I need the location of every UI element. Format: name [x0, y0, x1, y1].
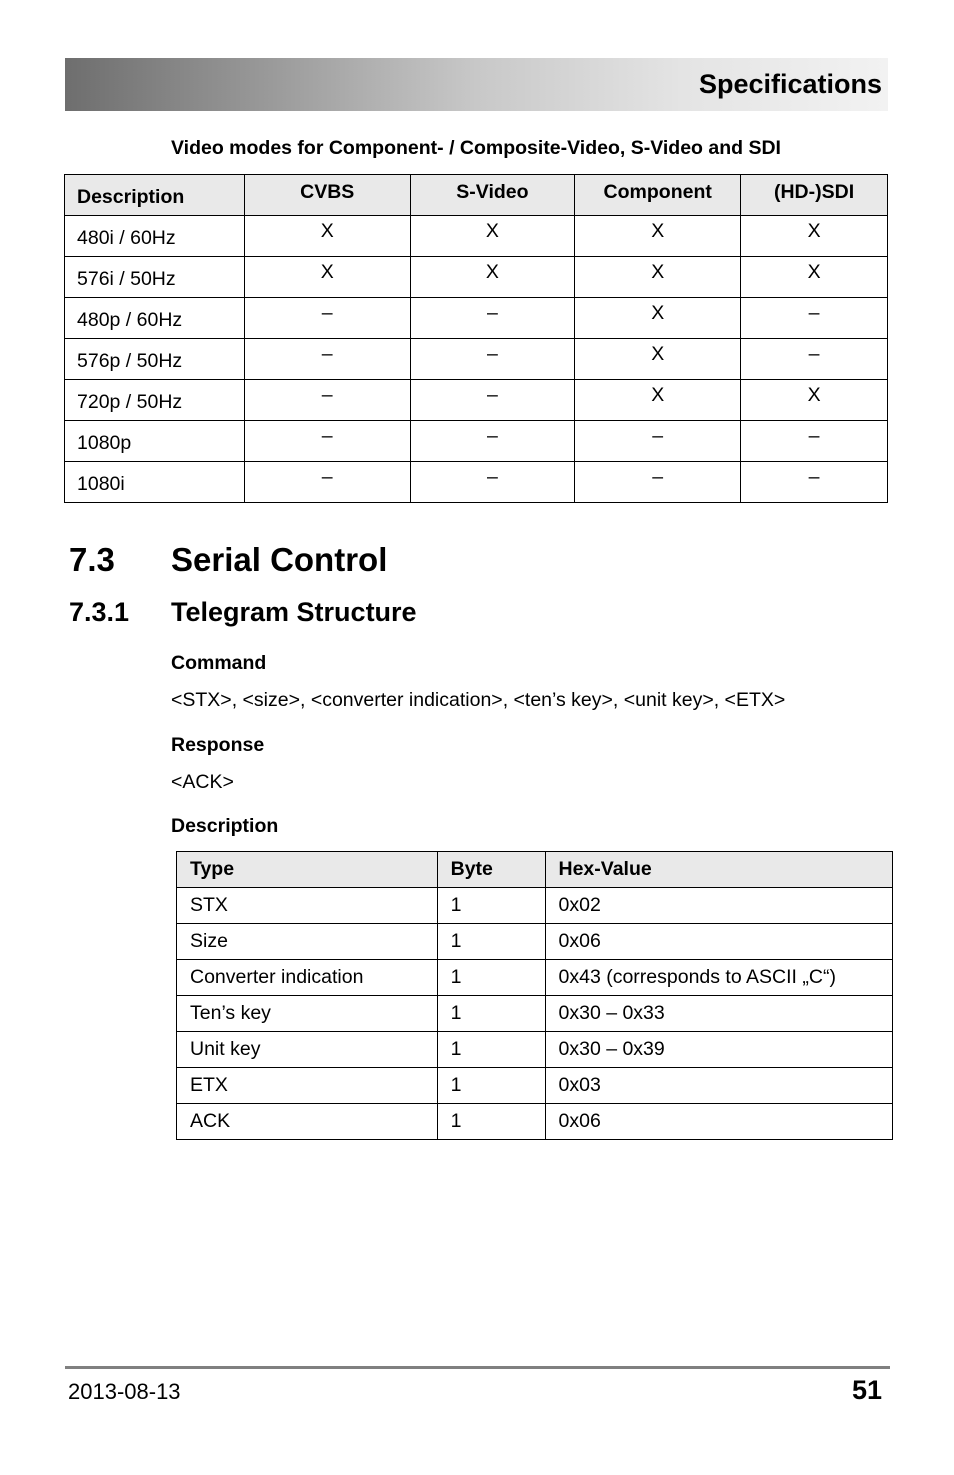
table-cell: 1 — [437, 1032, 545, 1068]
header-bar — [65, 58, 888, 111]
table-cell: X — [741, 380, 888, 421]
section-heading — [69, 541, 387, 579]
table-cell: – — [410, 339, 575, 380]
table-cell: – — [741, 339, 888, 380]
table-cell: 0x30 – 0x33 — [545, 996, 893, 1032]
table-row — [177, 1068, 893, 1104]
page-number: 51 — [851, 1375, 882, 1405]
table-cell: – — [244, 380, 410, 421]
telegram-description-table — [176, 851, 893, 1140]
column-header: S-Video — [410, 175, 575, 216]
table-row — [177, 996, 893, 1032]
subsection-title: Telegram Structure — [171, 597, 417, 627]
table-cell: 0x06 — [545, 1104, 893, 1140]
table-cell: – — [575, 421, 741, 462]
column-header: (HD-)SDI — [741, 175, 888, 216]
table-cell: 480p / 60Hz — [65, 298, 245, 339]
response-label: Response — [171, 734, 265, 756]
table-cell: Unit key — [177, 1032, 438, 1068]
table-cell: – — [244, 339, 410, 380]
table-cell: 0x06 — [545, 924, 893, 960]
table-cell: X — [575, 257, 741, 298]
command-label: Command — [171, 652, 267, 674]
table-row — [65, 421, 888, 462]
table-header-row — [65, 175, 888, 216]
command-text: <STX>, <size>, <converter indication>, <ten’s key>, <unit key>, <ETX> — [171, 689, 786, 711]
table-cell: 1 — [437, 924, 545, 960]
column-header: CVBS — [244, 175, 410, 216]
table-row — [65, 380, 888, 421]
table-row — [65, 216, 888, 257]
table-cell: 576i / 50Hz — [65, 257, 245, 298]
table-cell: X — [575, 339, 741, 380]
table-cell: X — [244, 216, 410, 257]
table-cell: 1080i — [65, 462, 245, 503]
column-header: Hex-Value — [545, 852, 893, 888]
video-modes-table — [64, 174, 888, 503]
table-cell: X — [410, 257, 575, 298]
section-title: Serial Control — [171, 541, 388, 578]
table-cell: – — [741, 298, 888, 339]
description-label: Description — [171, 815, 279, 837]
table-row — [177, 924, 893, 960]
table-cell: – — [410, 298, 575, 339]
footer-divider — [65, 1366, 890, 1369]
table-row — [177, 888, 893, 924]
table-cell: ETX — [177, 1068, 438, 1104]
subsection-number: 7.3.1 — [69, 597, 130, 627]
table-cell: 576p / 50Hz — [65, 339, 245, 380]
table-row — [177, 960, 893, 996]
table-cell: X — [244, 257, 410, 298]
table-cell: Ten’s key — [177, 996, 438, 1032]
table-cell: – — [410, 380, 575, 421]
table-cell: X — [575, 380, 741, 421]
table-cell: 720p / 50Hz — [65, 380, 245, 421]
footer-date: 2013-08-13 — [68, 1379, 181, 1404]
table-cell: 1 — [437, 888, 545, 924]
table-cell: X — [741, 257, 888, 298]
table-cell: 1 — [437, 1104, 545, 1140]
table-cell: – — [410, 421, 575, 462]
table-cell: 1 — [437, 1068, 545, 1104]
column-header: Description — [65, 175, 245, 216]
table-row — [65, 257, 888, 298]
table-row — [177, 1032, 893, 1068]
table-cell: – — [244, 298, 410, 339]
table-cell: 0x03 — [545, 1068, 893, 1104]
table-header-row — [177, 852, 893, 888]
table-cell: 480i / 60Hz — [65, 216, 245, 257]
table-cell: ACK — [177, 1104, 438, 1140]
table-cell: X — [575, 298, 741, 339]
table-cell: 1 — [437, 996, 545, 1032]
subsection-heading — [69, 597, 417, 628]
table-cell: 0x30 – 0x39 — [545, 1032, 893, 1068]
header-title: Specifications — [698, 69, 882, 99]
column-header: Type — [177, 852, 438, 888]
table-row — [65, 462, 888, 503]
table-cell: STX — [177, 888, 438, 924]
table-cell: X — [741, 216, 888, 257]
table-row — [177, 1104, 893, 1140]
modes-table-caption: Video modes for Component- / Composite-Video, S-Video and SDI — [171, 137, 781, 159]
table-cell: 1080p — [65, 421, 245, 462]
table-cell: Converter indication — [177, 960, 438, 996]
section-number: 7.3 — [69, 541, 115, 578]
table-cell: – — [575, 462, 741, 503]
table-cell: X — [410, 216, 575, 257]
table-cell: – — [741, 421, 888, 462]
table-row — [65, 298, 888, 339]
table-cell: – — [741, 462, 888, 503]
table-cell: 1 — [437, 960, 545, 996]
table-cell: Size — [177, 924, 438, 960]
table-cell: – — [244, 421, 410, 462]
table-cell: 0x02 — [545, 888, 893, 924]
table-cell: – — [244, 462, 410, 503]
table-cell: X — [575, 216, 741, 257]
table-cell: 0x43 (corresponds to ASCII „C“) — [545, 960, 893, 996]
column-header: Byte — [437, 852, 545, 888]
column-header: Component — [575, 175, 741, 216]
table-cell: – — [410, 462, 575, 503]
table-row — [65, 339, 888, 380]
response-text: <ACK> — [171, 771, 234, 793]
